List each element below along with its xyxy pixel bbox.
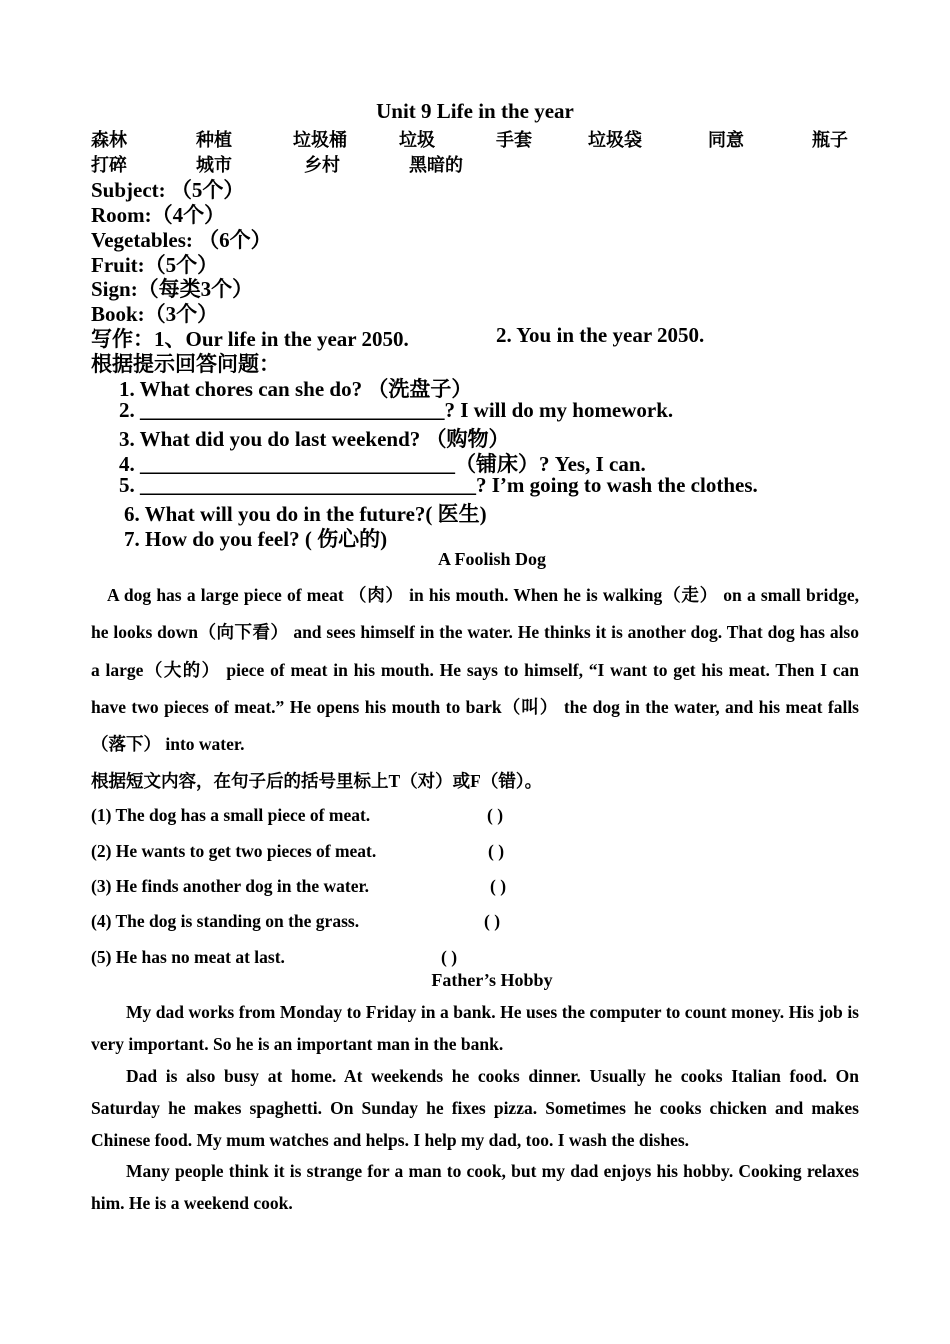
question-2: 2. _____________________________? I will do my homework.	[119, 398, 674, 422]
question-7: 7. How do you feel? ( 伤心的)	[124, 527, 388, 551]
tf-answer-bracket: ( )	[488, 841, 505, 861]
question-3: 3. What did you do last weekend? （购物）	[119, 427, 510, 451]
tf-instruction: 根据短文内容，在句子后的括号里标上T（对）或F（错）。	[91, 771, 543, 791]
vocab-word: 垃圾袋	[588, 130, 642, 150]
question-6: 6. What will you do in the future?( 医生)	[124, 502, 487, 526]
writing-task-1: 写作：1、Our life in the year 2050.	[91, 327, 409, 351]
vocab-word: 种植	[196, 130, 232, 150]
vocab-word: 森林	[91, 130, 127, 150]
story-paragraph: Dad is also busy at home. At weekends he cooks dinner. Usually he cooks Italian food. On Saturday he makes spaghetti. On Sunday he fixes pizza. Sometimes he cooks chicken and makes Chinese food. My mum watches and helps. I help my dad, too. I wash the dishes.	[91, 1066, 859, 1150]
question-5: 5. ________________________________? I’m going to wash the clothes.	[119, 473, 758, 497]
tf-statement: (5) He has no meat at last.	[91, 947, 285, 967]
category-room: Room:（4个）	[91, 203, 226, 227]
vocab-word: 打碎	[91, 155, 127, 175]
category-book: Book:（3个）	[91, 302, 219, 326]
story-paragraph: My dad works from Monday to Friday in a bank. He uses the computer to count money. His job is very important. So he is an important man in the bank.	[91, 1002, 859, 1054]
vocab-word: 乡村	[304, 155, 340, 175]
answer-header: 根据提示回答问题：	[91, 352, 280, 376]
tf-answer-bracket: ( )	[484, 911, 501, 931]
vocab-word: 垃圾	[399, 130, 435, 150]
tf-answer-bracket: ( )	[487, 805, 504, 825]
vocab-word: 垃圾桶	[293, 130, 347, 150]
writing-task-2: 2. You in the year 2050.	[496, 323, 705, 347]
tf-statement: (2) He wants to get two pieces of meat.	[91, 841, 377, 861]
question-4: 4. ______________________________（铺床）? Yes, I can.	[119, 452, 646, 476]
tf-statement: (1) The dog has a small piece of meat.	[91, 805, 371, 825]
vocab-word: 城市	[196, 155, 232, 175]
category-sign: Sign:（每类3个）	[91, 277, 254, 301]
vocab-word: 同意	[708, 130, 744, 150]
vocab-word: 瓶子	[812, 130, 848, 150]
tf-answer-bracket: ( )	[441, 947, 458, 967]
tf-statement: (4) The dog is standing on the grass.	[91, 911, 360, 931]
category-fruit: Fruit:（5个）	[91, 253, 219, 277]
story-title-fathers-hobby: Father’s Hobby	[431, 970, 553, 990]
tf-answer-bracket: ( )	[490, 876, 507, 896]
category-subject: Subject: （5个）	[91, 178, 245, 202]
vocab-word: 黑暗的	[409, 155, 463, 175]
tf-statement: (3) He finds another dog in the water.	[91, 876, 370, 896]
category-vegetables: Vegetables: （6个）	[91, 228, 272, 252]
page-title: Unit 9 Life in the year	[376, 99, 574, 123]
question-1: 1. What chores can she do? （洗盘子）	[119, 377, 473, 401]
vocab-word: 手套	[496, 130, 532, 150]
story-paragraph: A dog has a large piece of meat （肉） in his mouth. When he is walking（走） on a small bridge, he looks down（向下看） and sees himself in the water. He thinks it is another dog. That dog has also a large（大的） piece of meat in his mouth. He says to himself, “I want to get his meat. Then I can have two pieces of meat.” He opens his mouth to bark（叫） the dog in the water, and his meat falls（落下） into water.	[91, 585, 859, 755]
story-paragraph: Many people think it is strange for a man to cook, but my dad enjoys his hobby. Cooking relaxes him. He is a weekend cook.	[91, 1161, 859, 1213]
story-title-foolish-dog: A Foolish Dog	[437, 549, 547, 569]
